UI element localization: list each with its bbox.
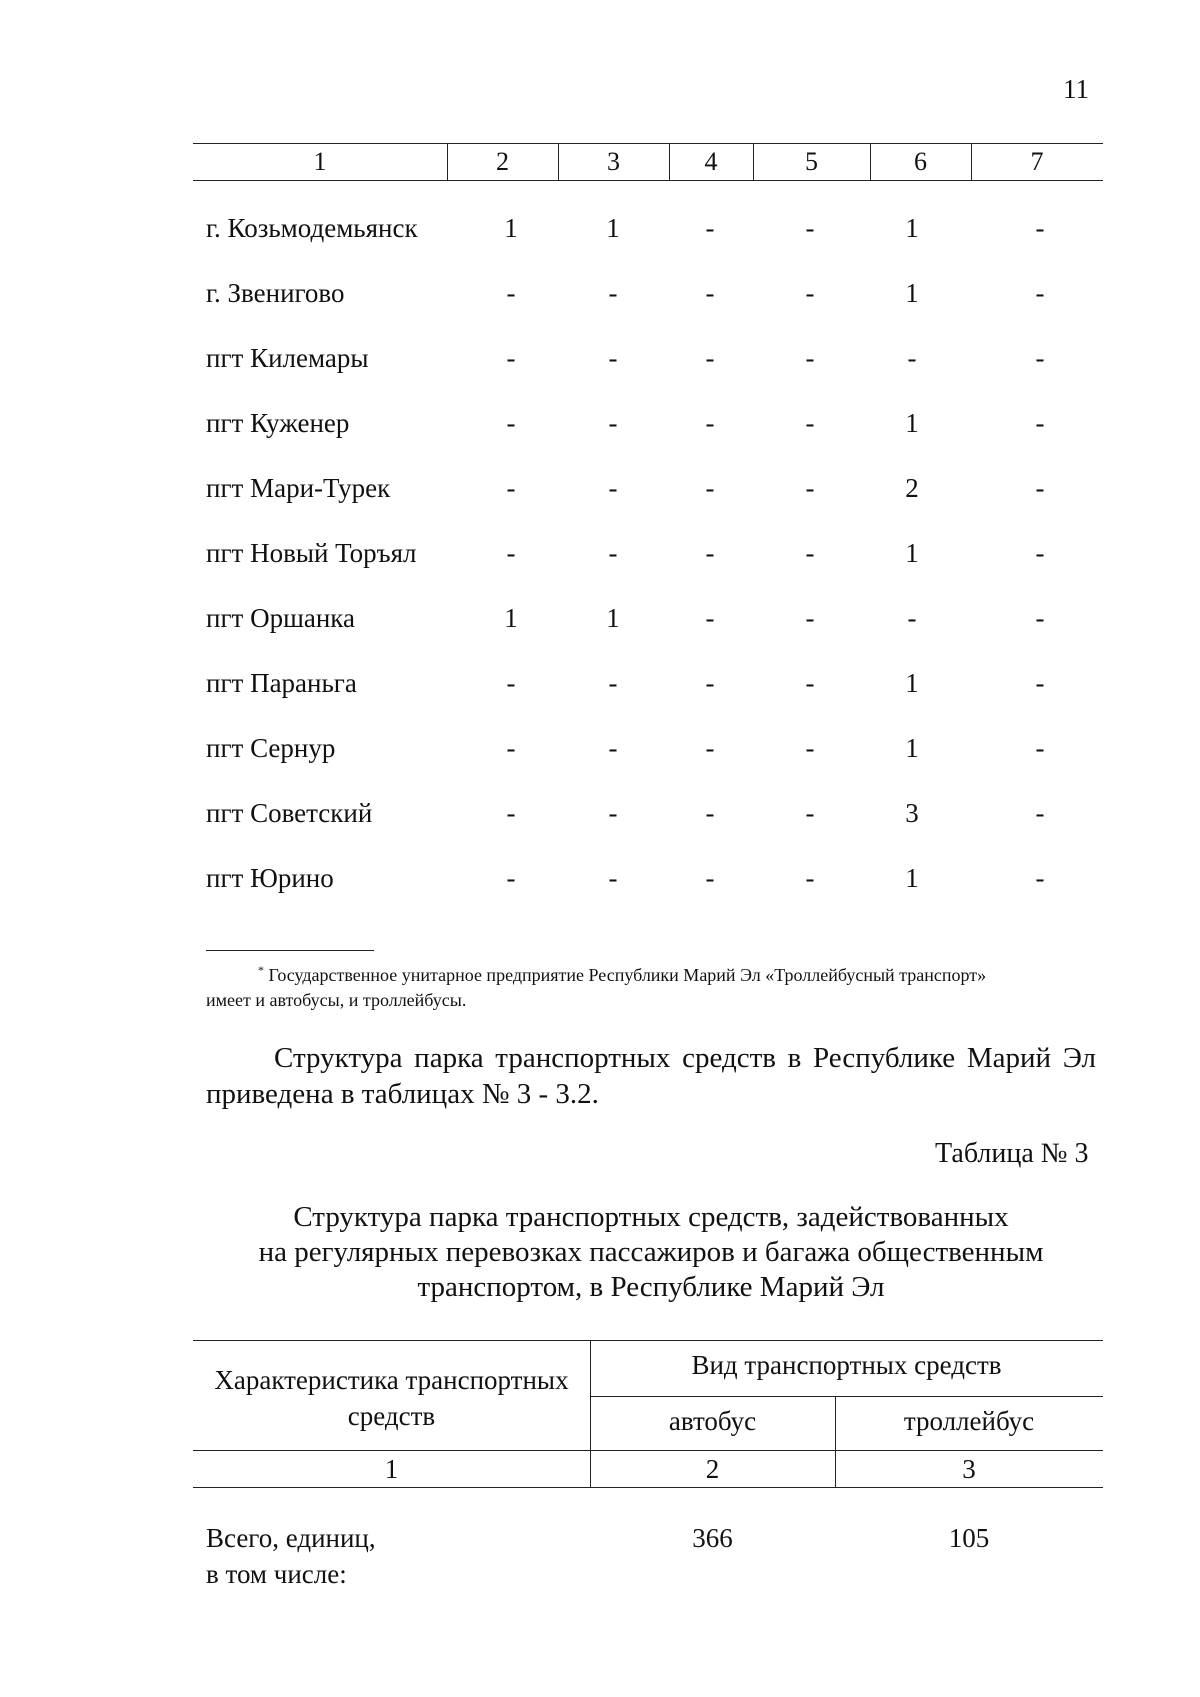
cell-value: - [1035, 668, 1045, 698]
cell-value: - [805, 278, 815, 308]
cell-value: - [705, 603, 715, 633]
cell-value: - [506, 863, 516, 893]
cell-value: - [1035, 538, 1045, 568]
cell-value: 1 [905, 213, 919, 243]
cell-value: - [805, 668, 815, 698]
cell-value: - [506, 668, 516, 698]
cell-value: 3 [905, 798, 919, 828]
cell-value: - [805, 343, 815, 373]
cell-value: 1 [905, 408, 919, 438]
table-row [0, 278, 1200, 318]
cell-value: - [506, 798, 516, 828]
row-place-name: пгт Сернур [206, 733, 336, 763]
table-title [206, 1200, 1096, 1305]
table1-col-header: 5 [805, 147, 818, 176]
table-row [0, 473, 1200, 513]
table1-col-header: 2 [496, 147, 509, 176]
cell-value: - [907, 603, 917, 633]
cell-value: 1 [606, 213, 620, 243]
cell-value: - [705, 343, 715, 373]
cell-value: 1 [606, 603, 620, 633]
cell-value: - [608, 343, 618, 373]
cell-value: - [805, 213, 815, 243]
cell-value: - [805, 863, 815, 893]
cell-value: - [705, 278, 715, 308]
table1-header [193, 143, 1103, 181]
cell-value: - [705, 733, 715, 763]
footnote-line2: имеет и автобусы, и троллейбусы. [206, 990, 467, 1010]
footnote-line1: Государственное унитарное предприятие Республики Марий Эл «Троллейбусный транспорт» [268, 965, 987, 985]
cell-value: - [608, 408, 618, 438]
col-number: 2 [705, 1454, 720, 1484]
table-row [0, 668, 1200, 708]
col1-header-line2: средств [347, 1401, 436, 1431]
cell-value: - [506, 733, 516, 763]
row-place-name: г. Козьмодемьянск [206, 213, 418, 243]
cell-value: - [1035, 863, 1045, 893]
cell-value: - [805, 798, 815, 828]
row-place-name: пгт Килемары [206, 343, 369, 373]
col-number: 1 [384, 1454, 399, 1484]
cell-value: - [506, 408, 516, 438]
row-place-name: пгт Юрино [206, 863, 334, 893]
body-paragraph [206, 1040, 1096, 1112]
row-place-name: г. Звенигово [206, 278, 345, 308]
cell-value: - [805, 538, 815, 568]
table-title-line: Структура парка транспортных средств, задействованных [293, 1201, 1009, 1233]
cell-value: 366 [692, 1523, 733, 1553]
cell-value: 1 [905, 278, 919, 308]
table-row [0, 538, 1200, 578]
table1-col-header: 4 [704, 147, 718, 176]
cell-value: 105 [948, 1523, 990, 1553]
footnote-marker: * [258, 963, 264, 977]
row-place-name: пгт Оршанка [206, 603, 355, 633]
table-title-line: на регулярных перевозках пассажиров и багажа общественным [258, 1236, 1044, 1268]
row-place-name: пгт Куженер [206, 408, 350, 438]
row-place-name: пгт Новый Торъял [206, 538, 417, 568]
cell-value: - [705, 863, 715, 893]
table-row [0, 603, 1200, 643]
cell-value: - [1035, 473, 1045, 503]
cell-value: - [805, 473, 815, 503]
cell-value: - [705, 213, 715, 243]
table1-col-header: 3 [607, 147, 620, 176]
row-place-name: пгт Параньга [206, 668, 357, 698]
cell-value: 1 [905, 538, 919, 568]
footnote [206, 958, 1106, 1013]
cell-value: - [805, 408, 815, 438]
cell-value: - [705, 408, 715, 438]
table-title-line: транспортом, в Республике Марий Эл [417, 1271, 885, 1303]
col1-header [193, 1362, 590, 1434]
cell-value: - [506, 538, 516, 568]
table-row [0, 798, 1200, 838]
row-label [206, 1520, 376, 1592]
cell-value: - [1035, 278, 1045, 308]
cell-value: 1 [504, 603, 518, 633]
cell-value: - [608, 863, 618, 893]
cell-value: 1 [905, 668, 919, 698]
cell-value: - [506, 278, 516, 308]
cell-value: - [608, 538, 618, 568]
table1-col-header: 7 [1030, 147, 1044, 176]
table-row [0, 408, 1200, 448]
cell-value: 1 [905, 733, 919, 763]
cell-value: - [705, 538, 715, 568]
cell-value: - [506, 473, 516, 503]
paragraph-text: Структура парка транспортных средств в Республике Марий Эл приведена в таблицах № 3 - 3.2. [206, 1042, 1096, 1110]
cell-value: - [705, 668, 715, 698]
footnote-separator [206, 950, 374, 951]
table-row [0, 343, 1200, 383]
cell-value: - [1035, 798, 1045, 828]
cell-value: - [705, 798, 715, 828]
cell-value: - [608, 668, 618, 698]
cell-value: - [1035, 733, 1045, 763]
sub-header-bus: автобус [668, 1406, 757, 1436]
cell-value: 1 [905, 863, 919, 893]
cell-value: - [805, 603, 815, 633]
cell-value: 2 [905, 473, 919, 503]
row-place-name: пгт Мари-Турек [206, 473, 391, 503]
cell-value: - [608, 473, 618, 503]
cell-value: - [907, 343, 917, 373]
cell-value: - [805, 733, 815, 763]
row-place-name: пгт Советский [206, 798, 373, 828]
cell-value: - [1035, 603, 1045, 633]
page-number: 11 [1063, 74, 1089, 104]
cell-value: - [1035, 408, 1045, 438]
cell-value: - [608, 733, 618, 763]
table1-col-header: 1 [313, 147, 327, 176]
cell-value: - [608, 278, 618, 308]
table1-col-header: 6 [914, 147, 927, 176]
cell-value: - [1035, 343, 1045, 373]
cell-value: - [1035, 213, 1045, 243]
col1-header-line1: Характеристика транспортных [214, 1365, 569, 1395]
cell-value: - [506, 343, 516, 373]
row-label-line1: Всего, единиц, [206, 1523, 376, 1553]
table-row [0, 863, 1200, 903]
group-header: Вид транспортных средств [691, 1350, 1002, 1380]
cell-value: - [705, 473, 715, 503]
table-row [0, 213, 1200, 253]
col-number: 3 [962, 1454, 976, 1484]
sub-header-trolleybus: троллейбус [903, 1406, 1035, 1436]
table-row [0, 733, 1200, 773]
row-label-line2: в том числе: [206, 1559, 347, 1589]
cell-value: 1 [504, 213, 518, 243]
cell-value: - [608, 798, 618, 828]
table-number-label: Таблица № 3 [935, 1138, 1089, 1169]
